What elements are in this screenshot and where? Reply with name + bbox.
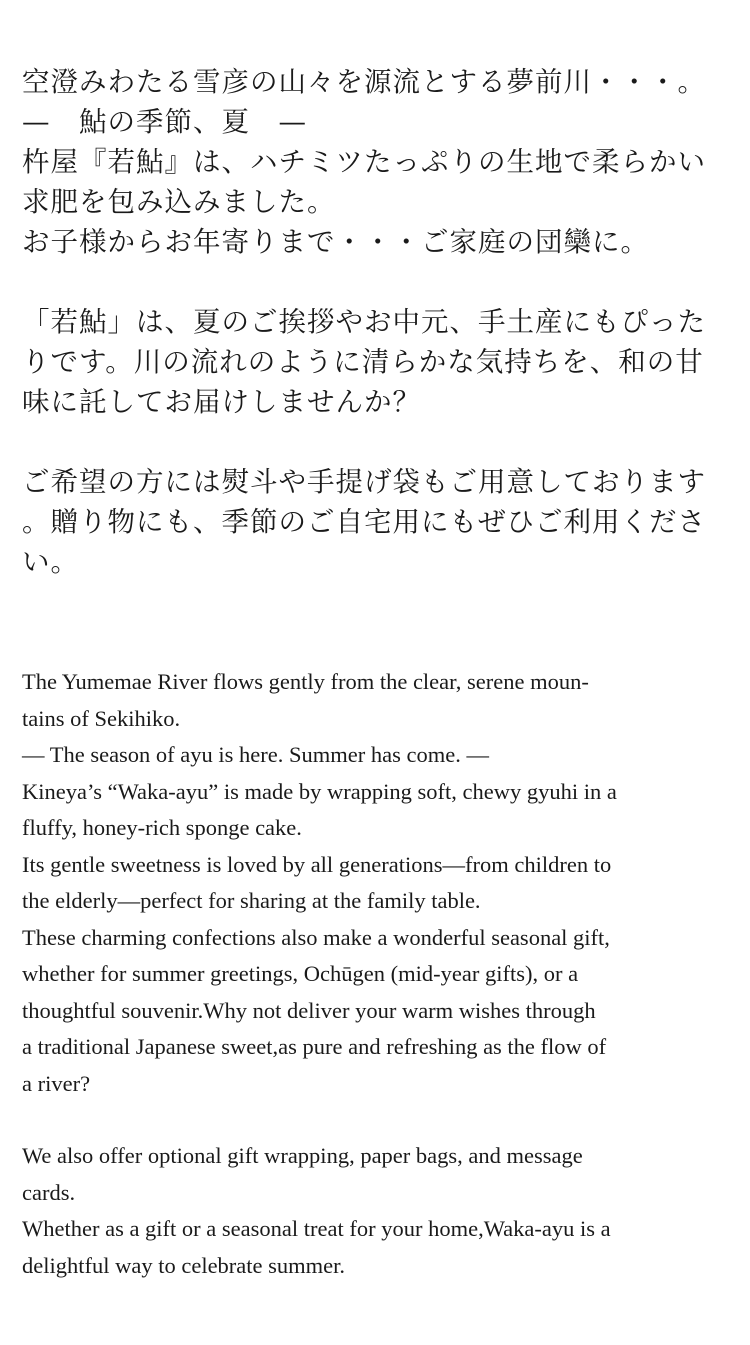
product-description: [22, 62, 738, 1284]
text-line: ご希望の方には熨斗や手提げ袋もご用意しております: [22, 466, 706, 498]
text-line: The Yumemae River flows gently from the clear, serene moun-: [22, 669, 589, 694]
text-line: 求肥を包み込みました。: [22, 186, 336, 218]
text-line: 杵屋『若鮎』は、ハチミツたっぷりの生地で柔らかい: [22, 146, 706, 178]
text-line: the elderly—perfect for sharing at the family table.: [22, 888, 481, 913]
text-line: a river?: [22, 1070, 91, 1096]
text-line: い。: [22, 546, 79, 578]
text-line: a traditional Japanese sweet,as pure and refreshing as the flow of: [22, 1034, 607, 1059]
text-line: 「若鮎」は、夏のご挨拶やお中元、手土産にもぴった: [22, 306, 706, 338]
english-description: [22, 664, 738, 1284]
text-line: These charming confections also make a wonderful seasonal gift,: [22, 924, 610, 950]
en-intro-paragraph: [22, 664, 738, 1102]
text-line: whether for summer greetings, Ochūgen (mid-year gifts), or a: [22, 961, 579, 986]
jp-gift-paragraph: [22, 302, 738, 422]
text-line: cards.: [22, 1179, 76, 1205]
text-line: thoughtful souvenir.Why not deliver your warm wishes through: [22, 997, 596, 1023]
text-line: お子様からお年寄りまで・・・ご家庭の団欒に。: [22, 226, 649, 258]
text-line: fluffy, honey-rich sponge cake.: [22, 815, 302, 840]
text-line: — The season of ayu is here. Summer has come. —: [22, 742, 489, 767]
text-line: Kineya’s “Waka-ayu” is made by wrapping soft, chewy gyuhi in a: [22, 778, 617, 804]
text-line: 空澄みわたる雪彦の山々を源流とする夢前川・・・。: [22, 66, 706, 98]
jp-intro-paragraph: [22, 62, 738, 262]
text-line: Its gentle sweetness is loved by all generations—from children to: [22, 851, 612, 877]
japanese-description: [22, 62, 738, 582]
text-line: りです。川の流れのように清らかな気持ちを、和の甘: [22, 346, 704, 378]
text-line: — 鮎の季節、夏 —: [22, 106, 307, 138]
text-line: We also offer optional gift wrapping, paper bags, and message: [22, 1143, 583, 1168]
text-line: delightful way to celebrate summer.: [22, 1252, 346, 1278]
jp-wrapping-paragraph: [22, 462, 738, 582]
text-line: Whether as a gift or a seasonal treat for your home,Waka-ayu is a: [22, 1216, 611, 1241]
text-line: 。贈り物にも、季節のご自宅用にもぜひご利用くださ: [22, 506, 706, 538]
en-wrapping-paragraph: [22, 1138, 738, 1284]
text-line: tains of Sekihiko.: [22, 705, 181, 731]
text-line: 味に託してお届けしませんか？: [22, 386, 421, 418]
